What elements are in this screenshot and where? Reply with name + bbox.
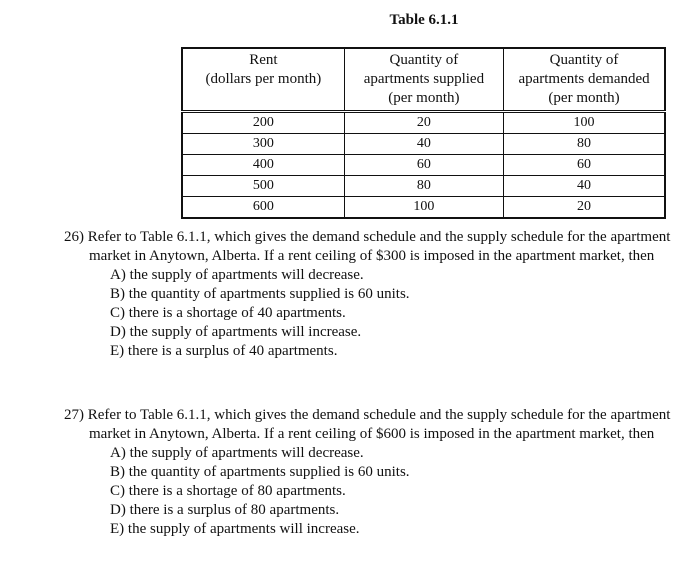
answer-option: A) the supply of apartments will decrease.	[110, 267, 364, 283]
answer-option: E) the supply of apartments will increase.	[110, 521, 360, 537]
cell-rent: 500	[182, 176, 344, 197]
header-line: (dollars per month)	[205, 71, 322, 87]
cell-rent: 300	[182, 134, 344, 155]
cell-demanded: 60	[504, 155, 665, 176]
cell-rent: 400	[182, 155, 344, 176]
answer-option: B) the quantity of apartments supplied is 60 units.	[110, 464, 410, 480]
question-text: Refer to Table 6.1.1, which gives the demand schedule and the supply schedule for the apartment market in Anytown, Alberta. If a rent ceiling of $600 is imposed in the apartment market, then	[87, 407, 671, 442]
question-stem	[64, 406, 696, 444]
cell-rent: 600	[182, 197, 344, 219]
question-stem	[64, 228, 696, 266]
cell-rent: 200	[182, 112, 344, 134]
cell-supplied: 100	[344, 197, 503, 219]
cell-supplied: 80	[344, 176, 503, 197]
header-quantity-supplied	[344, 48, 503, 112]
table-title: Table 6.1.1	[389, 12, 459, 28]
table-row	[182, 197, 665, 219]
header-line: (per month)	[388, 90, 460, 106]
answer-option: D) the supply of apartments will increase.	[110, 324, 362, 340]
cell-demanded: 40	[504, 176, 665, 197]
cell-supplied: 20	[344, 112, 503, 134]
question-text: Refer to Table 6.1.1, which gives the demand schedule and the supply schedule for the apartment market in Anytown, Alberta. If a rent ceiling of $300 is imposed in the apartment market, then	[87, 229, 671, 264]
answer-options	[64, 266, 696, 361]
table-row	[182, 134, 665, 155]
header-line: Quantity of	[549, 52, 619, 68]
header-line: Quantity of	[389, 52, 459, 68]
cell-demanded: 20	[504, 197, 665, 219]
question-number: 27)	[64, 407, 84, 423]
question-26	[64, 228, 696, 361]
header-line: (per month)	[548, 90, 620, 106]
cell-demanded: 80	[504, 134, 665, 155]
answer-option: E) there is a surplus of 40 apartments.	[110, 343, 338, 359]
supply-demand-table	[181, 47, 666, 219]
answer-option: C) there is a shortage of 80 apartments.	[110, 483, 346, 499]
cell-supplied: 40	[344, 134, 503, 155]
header-line: Rent	[249, 52, 278, 68]
table-row	[182, 155, 665, 176]
cell-demanded: 100	[504, 112, 665, 134]
header-rent	[182, 48, 344, 112]
answer-option: B) the quantity of apartments supplied is 60 units.	[110, 286, 410, 302]
table-header-row	[182, 48, 665, 112]
table-row	[182, 176, 665, 197]
question-number: 26)	[64, 229, 84, 245]
header-line: apartments demanded	[518, 71, 650, 87]
header-quantity-demanded	[504, 48, 665, 112]
question-27	[64, 406, 696, 539]
answer-option: A) the supply of apartments will decrease.	[110, 445, 364, 461]
answer-option: C) there is a shortage of 40 apartments.	[110, 305, 346, 321]
table-row	[182, 112, 665, 134]
header-line: apartments supplied	[363, 71, 485, 87]
answer-option: D) there is a surplus of 80 apartments.	[110, 502, 340, 518]
cell-supplied: 60	[344, 155, 503, 176]
answer-options	[64, 444, 696, 539]
